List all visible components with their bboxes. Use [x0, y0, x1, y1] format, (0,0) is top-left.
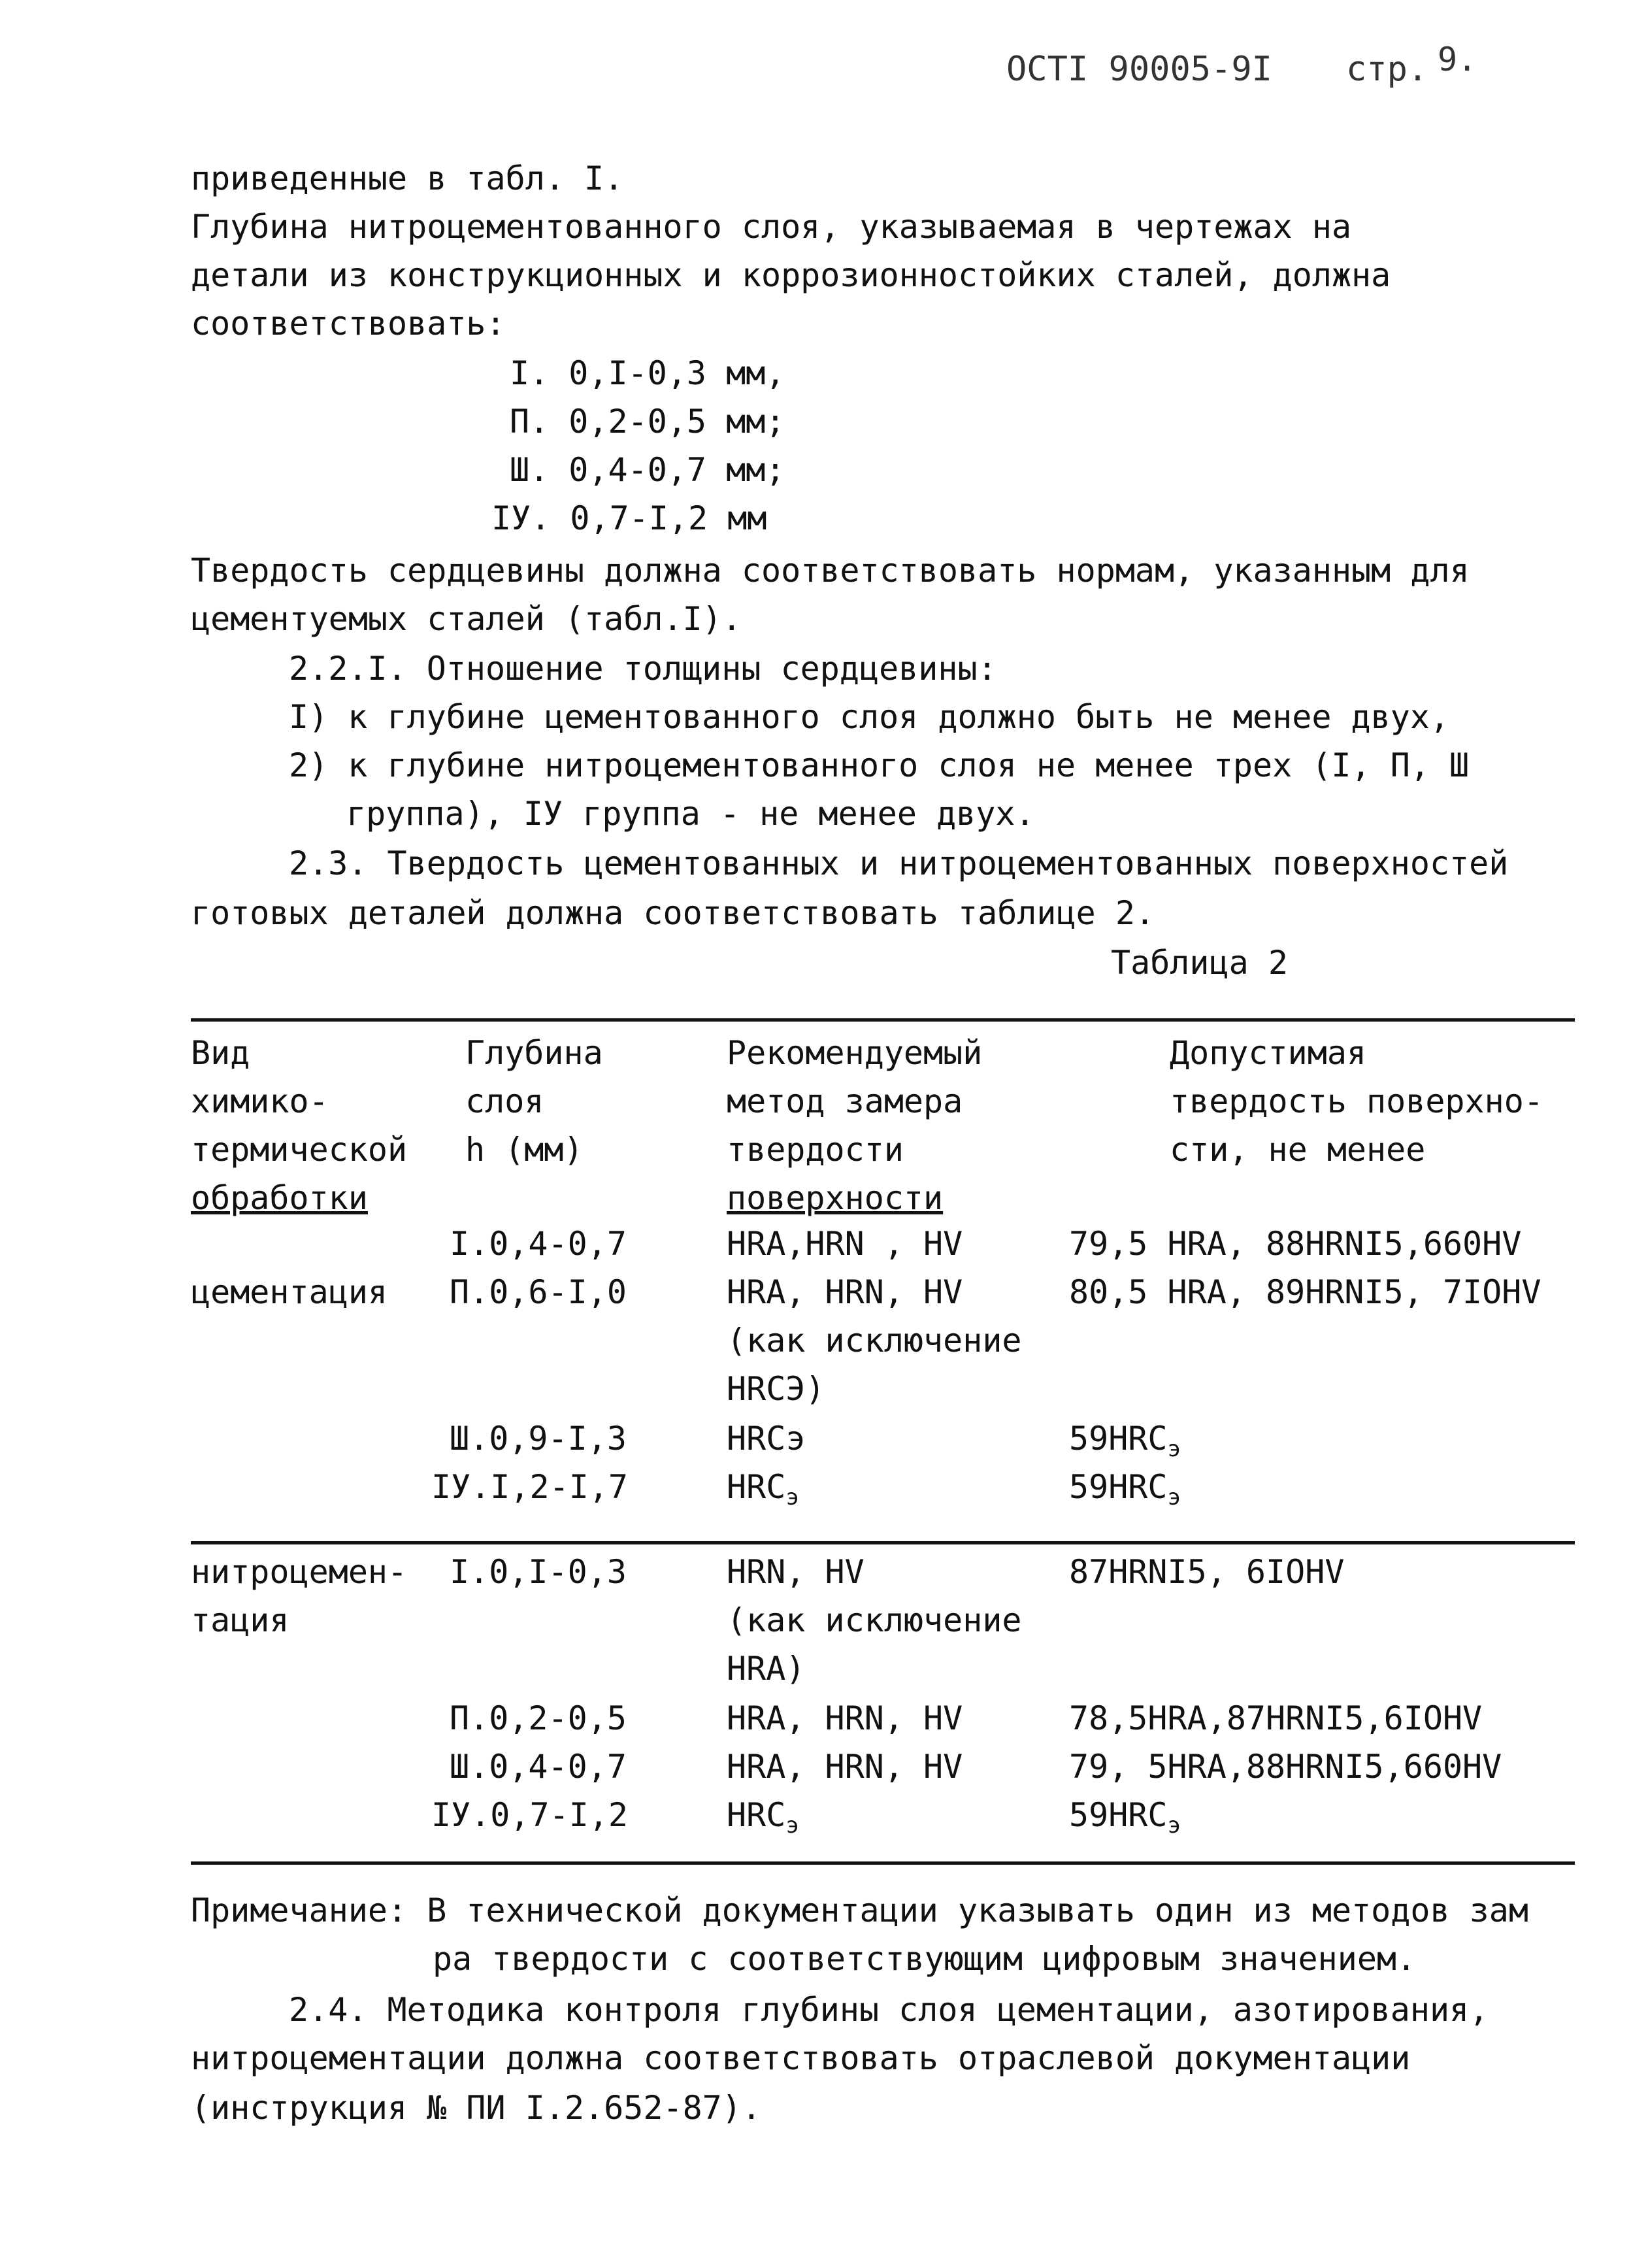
- body-line: Твердость сердцевины должна соответствовать нормам, указанным для: [191, 552, 1470, 590]
- depth-cell: П.0,6-I,0: [450, 1273, 627, 1311]
- header-col3-line: метод замера: [727, 1082, 963, 1120]
- section-2-3-line: 2.3. Твердость цементованных и нитроцементованных поверхностей: [289, 844, 1509, 882]
- header-col4-line: Допустимая: [1170, 1034, 1367, 1072]
- section-2-4-line: 2.4. Методика контроля глубины слоя цементации, азотирования,: [289, 1991, 1489, 2029]
- hardness-cell: 80,5 HRA, 89HRNI5, 7IOHV: [1069, 1273, 1541, 1311]
- header-col2-line: слоя: [465, 1082, 544, 1120]
- method-cell: HRA, HRN, HV: [727, 1748, 963, 1786]
- hardness-cell: 79, 5HRA,88HRNI5,660HV: [1069, 1748, 1502, 1786]
- section-2-2-1-title: 2.2.I. Отношение толщины сердцевины:: [289, 650, 997, 688]
- hardness-cell: $59HRC_э$: [1069, 1468, 1181, 1510]
- depth-cell: I.0,4-0,7: [450, 1225, 627, 1263]
- table-caption: Таблица 2: [1111, 944, 1288, 982]
- treatment-label: цементация: [191, 1273, 388, 1311]
- hardness-cell: $59HRC_э$: [1069, 1796, 1181, 1839]
- body-line: приведенные в табл. I.: [191, 159, 624, 197]
- header-col4-line: сти, не менее: [1170, 1131, 1426, 1169]
- table-note-continued: ра твердости с соответствующим цифровым значением.: [433, 1940, 1417, 1978]
- hardness-cell: 87HRNI5, 6IOHV: [1069, 1553, 1345, 1591]
- depth-cell: IУ.I,2-I,7: [431, 1468, 629, 1506]
- list-item: 2) к глубине нитроцементованного слоя не менее трех (I, П, Ш: [289, 746, 1470, 784]
- table-top-rule: [191, 1018, 1575, 1022]
- group-item: Ш. 0,4-0,7 мм;: [510, 451, 785, 489]
- page-number: 9.: [1438, 41, 1477, 78]
- method-cell: HRA, HRN, HV: [727, 1699, 963, 1737]
- body-line: Глубина нитроцементованного слоя, указываемая в чертежах на: [191, 208, 1352, 246]
- depth-cell: Ш.0,4-0,7: [450, 1748, 627, 1786]
- header-col3-line: поверхности: [727, 1179, 944, 1217]
- hardness-cell: $59HRC_э$: [1069, 1420, 1181, 1462]
- treatment-label: нитроцемен-: [191, 1553, 408, 1591]
- method-cell: $HRC_э$: [727, 1796, 799, 1839]
- depth-cell: I.0,I-0,3: [450, 1553, 627, 1591]
- section-2-4-line: (инструкция № ПИ I.2.652-87).: [191, 2089, 761, 2127]
- table-bottom-rule: [191, 1861, 1575, 1865]
- group-item: IУ. 0,7-I,2 мм: [491, 499, 767, 537]
- method-cell-note: HRA): [727, 1650, 806, 1688]
- method-cell-note: (как исключение: [727, 1322, 1022, 1359]
- method-cell: HRA, HRN, HV: [727, 1273, 963, 1311]
- list-item: I) к глубине цементованного слоя должно быть не менее двух,: [289, 698, 1450, 736]
- header-col3-line: твердости: [727, 1131, 904, 1169]
- hardness-cell: 78,5HRA,87HRNI5,6IOHV: [1069, 1699, 1483, 1737]
- header-col1-line: термической: [191, 1131, 408, 1169]
- list-item-continued: группа), IУ группа - не менее двух.: [346, 795, 1035, 833]
- section-2-4-line: нитроцементации должна соответствовать отраслевой документации: [191, 2039, 1411, 2077]
- document-code: ОСТI 90005-9I: [1006, 50, 1272, 89]
- header-col2-line: Глубина: [465, 1034, 603, 1072]
- table-note: Примечание: В технической документации указывать один из методов зам: [191, 1892, 1528, 1929]
- header-col4-line: твердость поверхно-: [1170, 1082, 1543, 1120]
- depth-cell: П.0,2-0,5: [450, 1699, 627, 1737]
- section-2-3-line: готовых деталей должна соответствовать таблице 2.: [191, 894, 1155, 932]
- method-cell: HRCэ: [727, 1420, 806, 1458]
- header-col2-line: h (мм): [465, 1131, 584, 1169]
- hardness-cell: 79,5 HRA, 88HRNI5,660HV: [1069, 1225, 1522, 1263]
- depth-cell: Ш.0,9-I,3: [450, 1420, 627, 1458]
- method-cell: HRN, HV: [727, 1553, 865, 1591]
- body-line: соответствовать:: [191, 305, 506, 342]
- header-col1-line: Вид: [191, 1034, 250, 1072]
- body-line: цементуемых сталей (табл.I).: [191, 600, 742, 638]
- group-item: П. 0,2-0,5 мм;: [510, 403, 785, 441]
- depth-cell: IУ.0,7-I,2: [431, 1796, 629, 1834]
- table-section-divider: [191, 1541, 1575, 1544]
- page-label: стр.: [1346, 50, 1428, 89]
- method-cell: HRA,HRN , HV: [727, 1225, 963, 1263]
- header-col1-line: обработки: [191, 1179, 368, 1217]
- method-cell: $HRC_э$: [727, 1468, 799, 1510]
- header-col3-line: Рекомендуемый: [727, 1034, 983, 1072]
- group-item: I. 0,I-0,3 мм,: [510, 354, 785, 392]
- header-col1-line: химико-: [191, 1082, 329, 1120]
- method-cell-note: (как исключение: [727, 1601, 1022, 1639]
- method-cell-note: HRCЭ): [727, 1370, 825, 1408]
- treatment-label: тация: [191, 1601, 289, 1639]
- body-line: детали из конструкционных и коррозионностойких сталей, должна: [191, 256, 1391, 294]
